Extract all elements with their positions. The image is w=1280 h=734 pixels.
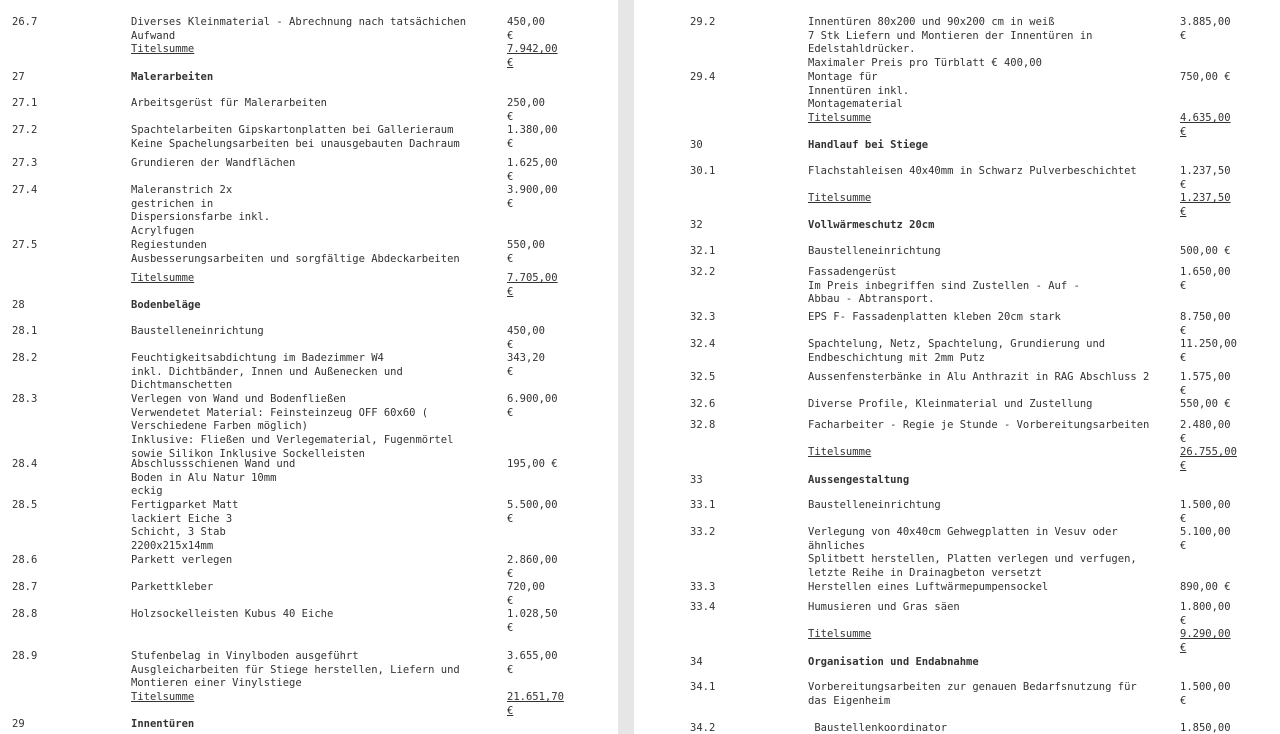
item-number: 34.2 bbox=[690, 722, 716, 734]
document-page-right bbox=[634, 0, 1280, 734]
item-description: Flachstahleisen 40x40mm in Schwarz Pulverbeschichtet bbox=[808, 165, 1137, 177]
document-page-left bbox=[0, 0, 618, 734]
item-description: Holzsockelleisten Kubus 40 Eiche bbox=[131, 608, 334, 620]
item-description: Abschlussschienen Wand und Boden in Alu Natur 10mm eckig bbox=[131, 458, 296, 498]
item-number: 33.4 bbox=[690, 601, 716, 613]
item-number: 27 bbox=[12, 71, 25, 83]
item-description: Parkettkleber bbox=[131, 581, 214, 593]
item-description: Diverses Kleinmaterial - Abrechnung nach tatsächichen Aufwand bbox=[131, 16, 467, 42]
subtotal-amount: 21.651,70 € bbox=[507, 691, 564, 717]
item-amount: 11.250,00 € bbox=[1180, 338, 1237, 364]
item-amount: 8.750,00 € bbox=[1180, 311, 1231, 337]
item-amount: 1.380,00 € bbox=[507, 124, 558, 150]
item-number: 28.9 bbox=[12, 650, 38, 662]
subtotal-amount: 1.237,50 € bbox=[1180, 192, 1231, 218]
subtotal-label: Titelsumme bbox=[808, 112, 872, 124]
item-number: 29.2 bbox=[690, 16, 716, 28]
item-number: 32.4 bbox=[690, 338, 716, 350]
item-description: Malerarbeiten bbox=[131, 71, 214, 83]
item-number: 28.4 bbox=[12, 458, 38, 470]
item-number: 28.8 bbox=[12, 608, 38, 620]
item-amount: 5.500,00 € bbox=[507, 499, 558, 525]
item-amount: 500,00 € bbox=[1180, 245, 1231, 257]
item-number: 32.5 bbox=[690, 371, 716, 383]
item-description: Baustelleneinrichtung bbox=[131, 325, 264, 337]
item-number: 32.8 bbox=[690, 419, 716, 431]
item-amount: 1.625,00 € bbox=[507, 157, 558, 183]
item-amount: 1.500,00 € bbox=[1180, 499, 1231, 525]
item-number: 32 bbox=[690, 219, 703, 231]
item-number: 32.6 bbox=[690, 398, 716, 410]
item-number: 33.3 bbox=[690, 581, 716, 593]
item-amount: 1.850,00 bbox=[1180, 722, 1231, 734]
item-description: Parkett verlegen bbox=[131, 554, 233, 566]
item-description: Humusieren und Gras säen bbox=[808, 601, 960, 613]
item-description: Maleranstrich 2x gestrichen in Dispersionsfarbe inkl. Acrylfugen bbox=[131, 184, 271, 238]
subtotal-amount: 7.705,00 € bbox=[507, 272, 558, 298]
item-amount: 1.575,00 € bbox=[1180, 371, 1231, 397]
item-amount: 550,00 € bbox=[507, 239, 545, 265]
item-number: 28.2 bbox=[12, 352, 38, 364]
item-description: Handlauf bei Stiege bbox=[808, 139, 929, 151]
item-amount: 343,20 € bbox=[507, 352, 545, 378]
item-amount: 750,00 € bbox=[1180, 71, 1231, 83]
item-number: 27.2 bbox=[12, 124, 38, 136]
item-number: 28.5 bbox=[12, 499, 38, 511]
item-description: Montage für Innentüren inkl. Montagematerial bbox=[808, 71, 910, 111]
item-number: 34.1 bbox=[690, 681, 716, 693]
subtotal-label: Titelsumme bbox=[131, 43, 195, 55]
item-amount: 3.655,00 € bbox=[507, 650, 558, 676]
subtotal-label: Titelsumme bbox=[808, 628, 872, 640]
item-number: 27.4 bbox=[12, 184, 38, 196]
subtotal-label: Titelsumme bbox=[131, 691, 195, 703]
subtotal-amount: 4.635,00 € bbox=[1180, 112, 1231, 138]
item-description: Bodenbeläge bbox=[131, 299, 201, 311]
item-number: 32.1 bbox=[690, 245, 716, 257]
item-number: 28.7 bbox=[12, 581, 38, 593]
subtotal-amount: 7.942,00 € bbox=[507, 43, 558, 69]
item-number: 26.7 bbox=[12, 16, 38, 28]
item-number: 27.1 bbox=[12, 97, 38, 109]
item-amount: 5.100,00 € bbox=[1180, 526, 1231, 552]
item-description: Fertigparket Matt lackiert Eiche 3 Schicht, 3 Stab 2200x215x14mm bbox=[131, 499, 239, 553]
item-description: Regiestunden Ausbesserungsarbeiten und sorgfältige Abdeckarbeiten bbox=[131, 239, 460, 265]
item-amount: 550,00 € bbox=[1180, 398, 1231, 410]
item-amount: 890,00 € bbox=[1180, 581, 1231, 593]
item-number: 34 bbox=[690, 656, 703, 668]
item-amount: 450,00 € bbox=[507, 16, 545, 42]
item-amount: 1.800,00 € bbox=[1180, 601, 1231, 627]
item-number: 28 bbox=[12, 299, 25, 311]
item-description: Verlegung von 40x40cm Gehwegplatten in Vesuv oder ähnliches Splitbett herstellen, Platten verlegen und verfugen, letzte Reihe in Drainagbeton versetzt bbox=[808, 526, 1137, 580]
item-amount: 250,00 € bbox=[507, 97, 545, 123]
subtotal-amount: 9.290,00 € bbox=[1180, 628, 1231, 654]
item-description: Aussenfensterbänke in Alu Anthrazit in RAG Abschluss 2 bbox=[808, 371, 1150, 383]
item-number: 28.1 bbox=[12, 325, 38, 337]
item-number: 29.4 bbox=[690, 71, 716, 83]
item-amount: 2.860,00 € bbox=[507, 554, 558, 580]
item-description: Baustelleneinrichtung bbox=[808, 499, 941, 511]
item-description: EPS F- Fassadenplatten kleben 20cm stark bbox=[808, 311, 1061, 323]
item-amount: 3.900,00 € bbox=[507, 184, 558, 210]
item-number: 30.1 bbox=[690, 165, 716, 177]
subtotal-label: Titelsumme bbox=[808, 192, 872, 204]
item-amount: 1.500,00 € bbox=[1180, 681, 1231, 707]
subtotal-label: Titelsumme bbox=[131, 272, 195, 284]
item-number: 33.2 bbox=[690, 526, 716, 538]
item-amount: 1.650,00 € bbox=[1180, 266, 1231, 292]
item-description: Organisation und Endabnahme bbox=[808, 656, 979, 668]
item-number: 33 bbox=[690, 474, 703, 486]
item-description: Herstellen eines Luftwärmepumpensockel bbox=[808, 581, 1049, 593]
item-description: Innentüren 80x200 und 90x200 cm in weiß 7 Stk Liefern und Montieren der Innentüren in Edelstahldrücker. Maximaler Preis pro Türblatt € 400,00 bbox=[808, 16, 1093, 70]
item-description: Vollwärmeschutz 20cm bbox=[808, 219, 935, 231]
item-description: Vorbereitungsarbeiten zur genauen Bedarfsnutzung für das Eigenheim bbox=[808, 681, 1137, 707]
item-number: 27.5 bbox=[12, 239, 38, 251]
item-amount: 6.900,00 € bbox=[507, 393, 558, 419]
item-amount: 2.480,00 € bbox=[1180, 419, 1231, 445]
item-description: Facharbeiter - Regie je Stunde - Vorbereitungsarbeiten bbox=[808, 419, 1150, 431]
item-number: 27.3 bbox=[12, 157, 38, 169]
item-number: 33.1 bbox=[690, 499, 716, 511]
item-description: Baustellenkoordinator bbox=[808, 722, 948, 734]
item-description: Spachtelung, Netz, Spachtelung, Grundierung und Endbeschichtung mit 2mm Putz bbox=[808, 338, 1106, 364]
item-description: Diverse Profile, Kleinmaterial und Zustellung bbox=[808, 398, 1093, 410]
item-description: Aussengestaltung bbox=[808, 474, 910, 486]
item-number: 30 bbox=[690, 139, 703, 151]
item-number: 28.6 bbox=[12, 554, 38, 566]
item-description: Innentüren bbox=[131, 718, 195, 730]
item-description: Arbeitsgerüst für Malerarbeiten bbox=[131, 97, 327, 109]
item-description: Feuchtigkeitsabdichtung im Badezimmer W4 inkl. Dichtbänder, Innen und Außenecken und Dichtmanschetten bbox=[131, 352, 403, 392]
item-amount: 450,00 € bbox=[507, 325, 545, 351]
item-description: Spachtelarbeiten Gipskartonplatten bei Gallerieraum Keine Spachelungsarbeiten bei unausgebauten Dachraum bbox=[131, 124, 460, 150]
item-description: Grundieren der Wandflächen bbox=[131, 157, 296, 169]
item-number: 28.3 bbox=[12, 393, 38, 405]
item-amount: 1.028,50 € bbox=[507, 608, 558, 634]
item-amount: 195,00 € bbox=[507, 458, 558, 470]
item-amount: 1.237,50 € bbox=[1180, 165, 1231, 191]
item-description: Fassadengerüst Im Preis inbegriffen sind Zustellen - Auf - Abbau - Abtransport. bbox=[808, 266, 1080, 306]
subtotal-amount: 26.755,00 € bbox=[1180, 446, 1237, 472]
item-number: 32.3 bbox=[690, 311, 716, 323]
item-number: 32.2 bbox=[690, 266, 716, 278]
subtotal-label: Titelsumme bbox=[808, 446, 872, 458]
item-amount: 720,00 € bbox=[507, 581, 545, 607]
item-description: Stufenbelag in Vinylboden ausgeführt Ausgleicharbeiten für Stiege herstellen, Liefern und Montieren einer Vinylstiege bbox=[131, 650, 460, 690]
item-description: Baustelleneinrichtung bbox=[808, 245, 941, 257]
item-description: Verlegen von Wand und Bodenfließen Verwendetet Material: Feinsteinzeug OFF 60x60 ( Verschiedene Farben möglich) Inklusive: Fließen und Verlegematerial, Fugenmörtel sowie Silikon Inklusive Sockelleisten bbox=[131, 393, 454, 460]
item-number: 29 bbox=[12, 718, 25, 730]
item-amount: 3.885,00 € bbox=[1180, 16, 1231, 42]
